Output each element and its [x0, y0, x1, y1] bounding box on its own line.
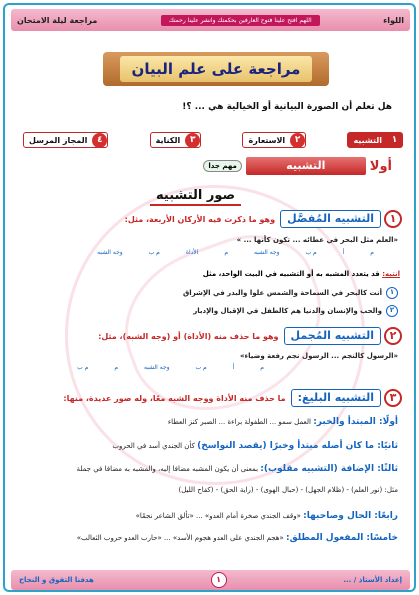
- item-text: كأن الجندي أسد في الحروب: [112, 442, 195, 450]
- item-line: [168, 417, 398, 427]
- item-example: مثل: (نور العلم) - (ظلام الجهل) - (حبال الهوى) - (راية الحق) - (كفاح الليل): [178, 486, 398, 494]
- item-line: [112, 441, 398, 451]
- item-head: خامسًا: المفعول المطلق:: [286, 533, 398, 543]
- section-number: ٣: [384, 389, 402, 407]
- note-line: [203, 270, 400, 278]
- bullet-icon: ١: [386, 287, 398, 299]
- page: [3, 3, 416, 592]
- item-text: «وقف الجندي صخرة أمام العدو» ... «تألق الشاعر نجمًا»: [135, 512, 301, 520]
- header-band: [11, 9, 410, 31]
- type-synecdoche: [23, 132, 108, 148]
- figure-types-row: [23, 132, 403, 148]
- intro-question: هل تعلم أن الصورة البيانية أو الخيالية هي ... ؟!: [182, 102, 392, 112]
- item-head: ثانيًا: ما كان أصله مبتدأ وخبرًا (يقصد النواسخ): [197, 441, 398, 451]
- type-number: ٤: [92, 133, 107, 148]
- header-center-label: اللهم افتح علينا فتوح العارفين بحكمتك وانشر علينا رحمتك: [161, 15, 320, 26]
- item-head: رابعًا: الحال وصاحبها:: [303, 511, 398, 521]
- type-number: ١: [387, 133, 402, 148]
- forms-title: صور التشبيه: [150, 188, 241, 206]
- label: م: [224, 249, 229, 256]
- type-label: الاستعارة: [248, 135, 286, 145]
- item-line: [136, 511, 398, 521]
- label: وجه الشبه: [97, 249, 123, 256]
- section-first-heading: [203, 157, 392, 175]
- label: م: [114, 364, 119, 371]
- label: أ: [342, 249, 345, 256]
- section-number: ٢: [384, 327, 402, 345]
- label: م: [370, 249, 374, 256]
- note-text: قد يتعدد المشبه به أو التشبيه في البيت الواحد، مثل: [202, 270, 380, 278]
- type-label: الكناية: [155, 135, 181, 145]
- first-label: أولا: [369, 158, 392, 174]
- footer-band: [11, 570, 410, 590]
- type-label: المجاز المرسل: [29, 135, 88, 145]
- section-title: التشبيه المُجمل: [284, 327, 381, 345]
- section-brief: [98, 327, 402, 345]
- example-line: [183, 287, 398, 299]
- footer-right-text: إعداد الأستاذ / ...: [343, 576, 402, 584]
- example-labels: [73, 249, 374, 256]
- item-head: أولًا: المبتدأ والخبر:: [313, 417, 398, 427]
- example-labels: [53, 364, 264, 371]
- type-number: ٣: [185, 133, 200, 148]
- example-line: «العلم مثل البحر في عطائه ... تكون كأنها ... »: [236, 236, 398, 244]
- note-tag: انتبه:: [382, 270, 400, 278]
- bullet-icon: ٢: [386, 305, 398, 317]
- page-number: ١: [211, 572, 227, 588]
- label: أ: [232, 364, 235, 371]
- section-title: التشبيه المُفصَّل: [280, 210, 381, 228]
- example-text: أنت كالبحر في السماحة والشمس علوا والبدر في الإشراق: [183, 289, 382, 297]
- section-rule: وهو ما حذف منه (الأداة) أو (وجه الشبه)، مثل:: [98, 331, 279, 341]
- label: وجه الشبه: [253, 249, 280, 256]
- section-rule: وهو ما ذكرت فيه الأركان الأربعة، مثل:: [124, 214, 276, 224]
- section-title: التشبيه البليغ:: [291, 389, 381, 407]
- header-right-label: اللواء: [383, 15, 404, 25]
- type-number: ٢: [290, 133, 305, 148]
- label: م: [260, 364, 264, 371]
- section-eloquent: [63, 389, 402, 407]
- item-text: العمل سمو ... الطفولة براءة ... الصبر كنز العطاء: [167, 418, 311, 426]
- title-frame: [103, 52, 329, 86]
- section-number: ١: [384, 210, 402, 228]
- page-title: مراجعة على علم البيان: [120, 56, 312, 82]
- item-line: [77, 533, 398, 543]
- label: الأداة: [185, 249, 199, 256]
- first-topic: التشبيه: [246, 157, 366, 175]
- item-head: ثالثًا: الإضافة (التشبيه مقلوب):: [260, 464, 398, 474]
- example-line: «الرسول كالنجم ... الرسول نجم رفعة وضياء»: [240, 352, 398, 360]
- type-label: التشبيه: [348, 136, 387, 145]
- item-line: [77, 464, 398, 474]
- type-simile: [347, 132, 403, 148]
- footer-left-text: هدفنا التفوق و النجاح: [19, 576, 94, 584]
- label: م ب: [195, 364, 207, 371]
- label: م ب: [77, 364, 89, 371]
- item-text: بمعنى أن يكون المشبه مضافا إليه، والمشبه به مضافا في جملة: [76, 465, 259, 473]
- example-line: [193, 305, 398, 317]
- section-detailed: [125, 210, 402, 228]
- type-metaphor: [242, 132, 306, 148]
- section-rule: ما حذف منه الأداة ووجه الشبه معًا، وله صور عديدة، منها:: [63, 393, 286, 403]
- type-metonymy: [150, 132, 202, 148]
- example-text: والحب والإنسان والدنيا هم كالطفل في الإقبال والإدبار: [193, 307, 382, 315]
- header-left-label: مراجعة ليلة الامتحان: [17, 15, 98, 25]
- item-text: «هجم الجندي على العدو هجوم الأسد» ... «حارب العدو حروب الثعالب»: [76, 534, 284, 542]
- label: م ب: [305, 249, 317, 256]
- important-badge: مهم جدا: [203, 160, 241, 172]
- label: وجه الشبه: [143, 364, 170, 371]
- label: م ب: [148, 249, 160, 256]
